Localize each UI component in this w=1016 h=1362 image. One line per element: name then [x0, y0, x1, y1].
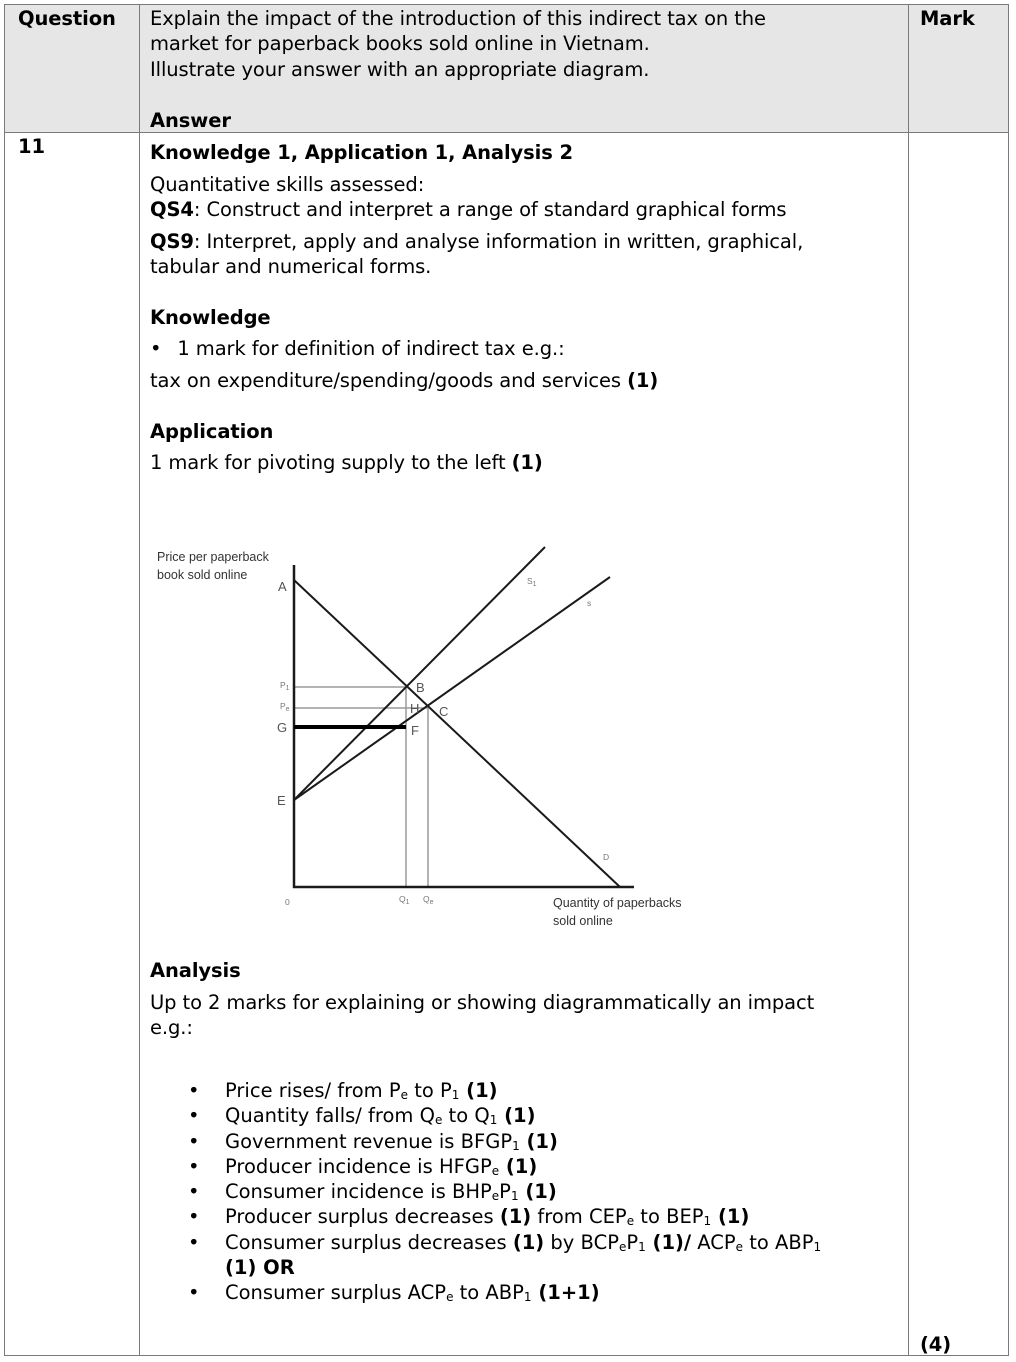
- analysis-heading: Analysis: [150, 959, 241, 982]
- y-axis-label-line2: book sold online: [157, 568, 248, 582]
- x-axis-label-line1: Quantity of paperbacks: [553, 896, 682, 910]
- curve-label-s: s: [587, 598, 592, 608]
- analysis-intro: Up to 2 marks for explaining or showing diagrammatically an impact: [150, 991, 815, 1014]
- demand-curve: [294, 580, 620, 887]
- point-label-h: H: [410, 701, 420, 716]
- origin-label: 0: [285, 897, 290, 907]
- point-label-c: C: [439, 704, 449, 719]
- question-text-line: Illustrate your answer with an appropriate diagram.: [150, 58, 650, 81]
- bullet-icon: •: [188, 1180, 200, 1204]
- knowledge-heading: Knowledge: [150, 306, 271, 329]
- bullet-icon: •: [188, 1205, 200, 1229]
- qs9-line-2: tabular and numerical forms.: [150, 255, 432, 278]
- question-header: Question: [18, 7, 116, 30]
- bullet-icon: •: [188, 1129, 200, 1153]
- question-number: 11: [18, 135, 45, 158]
- point-label-e: E: [277, 793, 286, 808]
- y-axis-label-line1: Price per paperback: [157, 550, 269, 564]
- qs9-code: QS9: [150, 230, 194, 253]
- knowledge-bullet-text: 1 mark for definition of indirect tax e.g.:: [177, 337, 565, 360]
- analysis-intro-2: e.g.:: [150, 1016, 193, 1039]
- bullet-icon: •: [188, 1281, 200, 1305]
- tick-label-pe: $P_e$: [280, 701, 290, 713]
- mark-value: (1): [627, 369, 659, 392]
- tick-label-q1: $Q_1$: [399, 894, 410, 906]
- knowledge-line: tax on expenditure/spending/goods and services (1): [150, 369, 659, 392]
- point-label-f: F: [411, 723, 419, 738]
- point-label-b: B: [416, 680, 425, 695]
- curve-label-s1: $S_1$: [527, 576, 537, 588]
- qs4-code: QS4: [150, 198, 194, 221]
- tick-label-qe: $Q_e$: [423, 894, 434, 906]
- question-text-line: market for paperback books sold online in Vietnam.: [150, 32, 650, 55]
- point-label-a: A: [278, 579, 287, 594]
- mark-total: (4): [920, 1333, 952, 1356]
- x-axis-label-line2: sold online: [553, 914, 613, 928]
- tick-label-p1: $P_1$: [280, 680, 290, 692]
- bullet-icon: •: [188, 1079, 200, 1102]
- bullet-icon: •: [188, 1154, 200, 1178]
- qs4-text: : Construct and interpret a range of standard graphical forms: [193, 198, 787, 221]
- point-label-g: G: [277, 720, 288, 735]
- qs9-text: : Interpret, apply and analyse information in written, graphical,: [193, 230, 804, 253]
- assessment-summary: Knowledge 1, Application 1, Analysis 2: [150, 141, 573, 164]
- bullet-icon: •: [150, 337, 162, 360]
- supply-curve-s1: [294, 547, 545, 800]
- answer-header: Answer: [150, 109, 231, 132]
- bullet-icon: •: [188, 1230, 200, 1254]
- question-text-line: Explain the impact of the introduction of this indirect tax on the: [150, 7, 766, 30]
- curve-label-d: D: [603, 852, 610, 862]
- qs-intro: Quantitative skills assessed:: [150, 173, 425, 196]
- bullet-icon: •: [188, 1104, 200, 1128]
- application-heading: Application: [150, 420, 274, 443]
- application-line: 1 mark for pivoting supply to the left (1): [150, 451, 543, 474]
- mark-header: Mark: [920, 7, 975, 30]
- supply-curve-s: [294, 577, 610, 800]
- mark-value: (1): [511, 451, 543, 474]
